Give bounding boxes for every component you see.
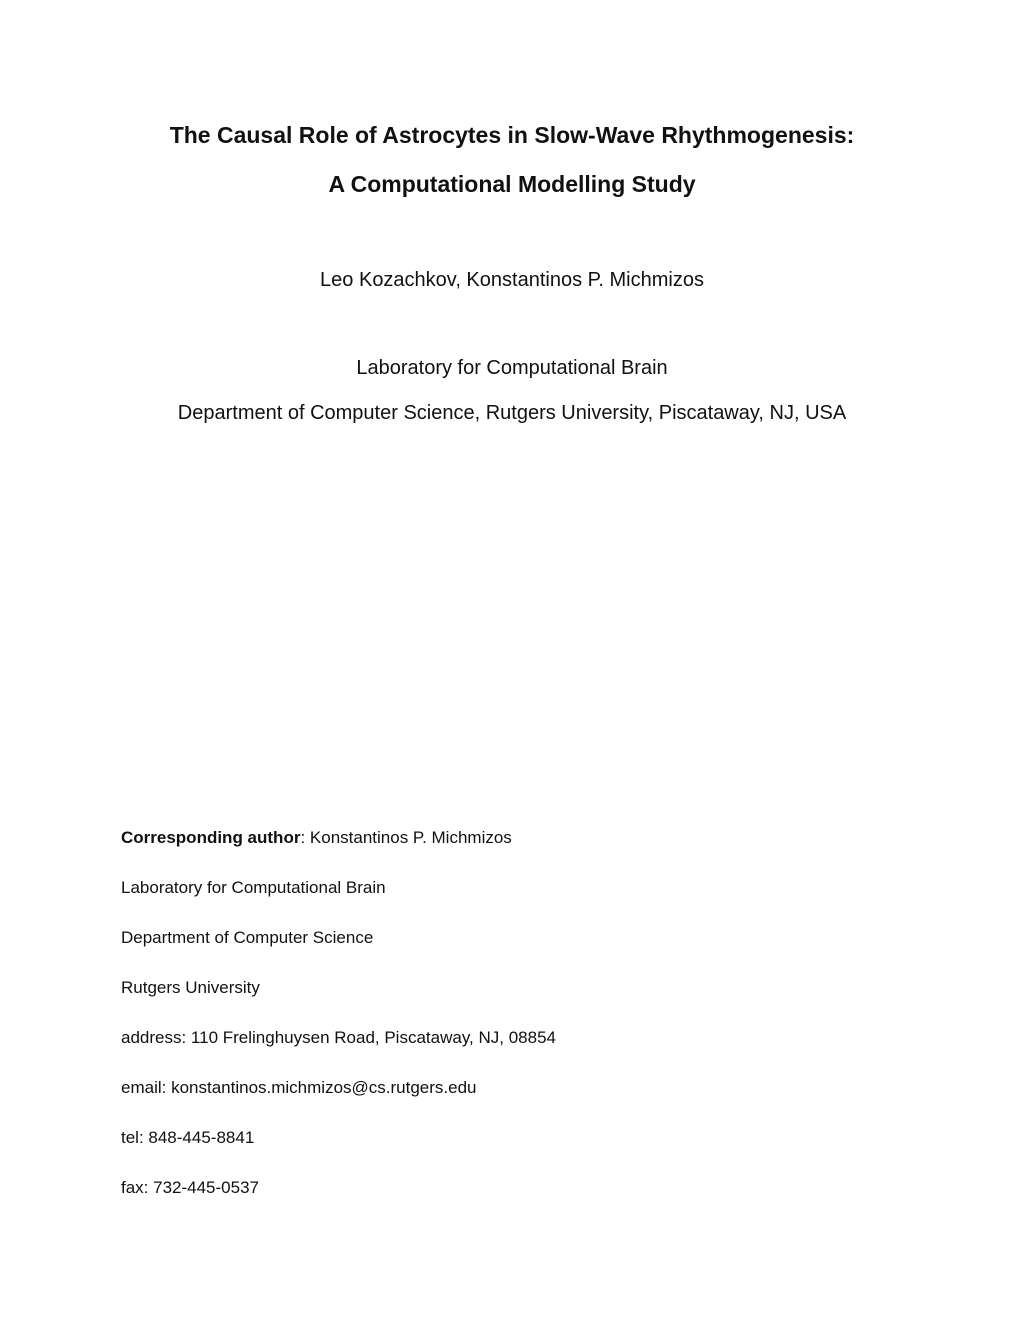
- corresponding-author-name: Konstantinos P. Michmizos: [305, 828, 512, 847]
- affiliation-lab: Laboratory for Computational Brain: [356, 357, 668, 379]
- corresponding-author-line: [121, 828, 512, 848]
- corresponding-lab: Laboratory for Computational Brain: [121, 878, 386, 897]
- corresponding-tel: tel: 848-445-8841: [121, 1128, 255, 1147]
- author-list: Leo Kozachkov, Konstantinos P. Michmizos: [320, 269, 704, 291]
- corresponding-university: Rutgers University: [121, 978, 260, 997]
- paper-title-line-2: A Computational Modelling Study: [328, 171, 696, 197]
- corresponding-author-label: Corresponding author: [121, 828, 301, 847]
- corresponding-fax: fax: 732-445-0537: [121, 1178, 259, 1197]
- corresponding-department: Department of Computer Science: [121, 928, 374, 947]
- corresponding-email: email: konstantinos.michmizos@cs.rutgers.edu: [121, 1078, 477, 1097]
- corresponding-address: address: 110 Frelinghuysen Road, Piscataway, NJ, 08854: [121, 1028, 557, 1047]
- affiliation-department: Department of Computer Science, Rutgers University, Piscataway, NJ, USA: [177, 402, 847, 424]
- paper-title-line-1: The Causal Role of Astrocytes in Slow-Wave Rhythmogenesis:: [169, 122, 855, 148]
- corresponding-author-separator: :: [300, 828, 306, 847]
